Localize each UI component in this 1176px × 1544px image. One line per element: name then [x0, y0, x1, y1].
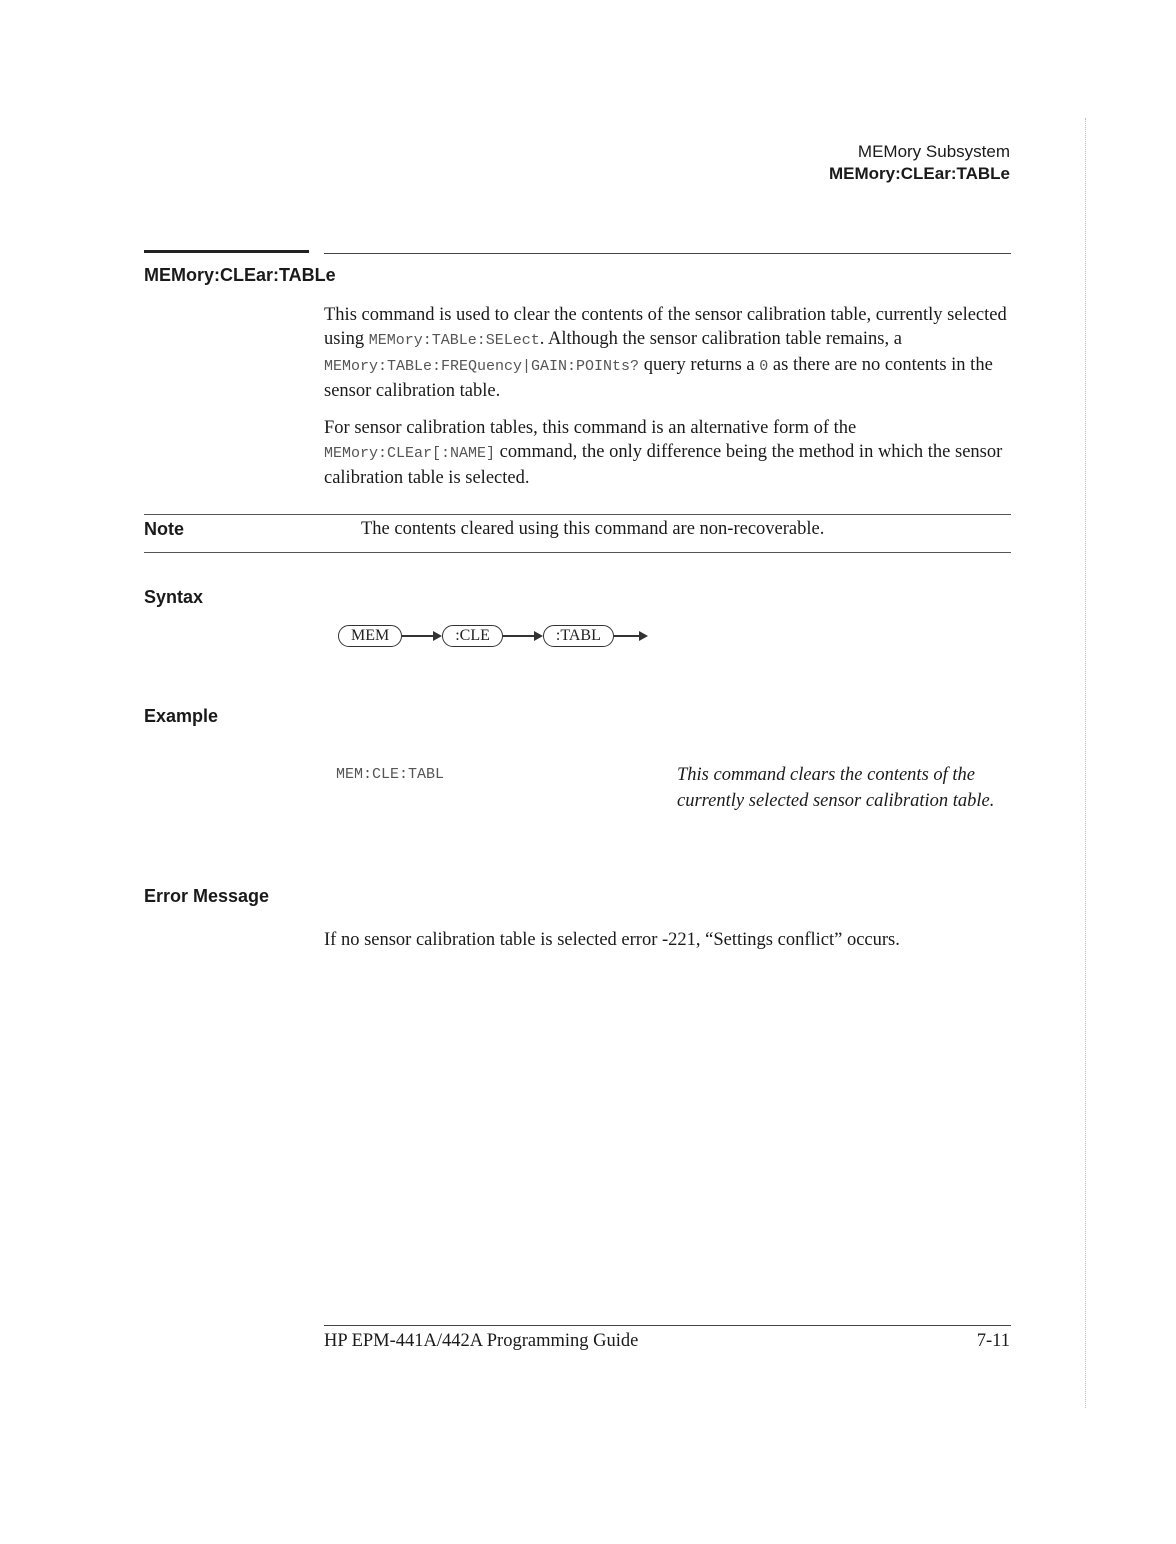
para2-code-clear-name: MEMory:CLEar[:NAME] [324, 445, 496, 462]
syntax-node-mem: MEM [338, 625, 402, 647]
syntax-diagram [338, 624, 648, 648]
para1-code-points: MEMory:TABLe:FREQuency|GAIN:POINts? [324, 358, 640, 375]
error-message-text: If no sensor calibration table is selected error -221, “Settings conflict” occurs. [324, 930, 900, 950]
section-rule-thin [324, 253, 1011, 254]
note-rule-bottom [144, 552, 1011, 553]
para1-text-1: This command is used to clear the contents of the sensor calibration table, currently selected using [324, 305, 1007, 349]
para1-text-3: query returns a [639, 355, 760, 375]
para1-text-2: . Although the sensor calibration table remains, a [539, 329, 902, 349]
note-text: The contents cleared using this command are non-recoverable. [361, 519, 825, 539]
footer-guide-title: HP EPM-441A/442A Programming Guide [324, 1331, 639, 1351]
example-label: Example [144, 706, 219, 726]
alternative-form-paragraph [324, 416, 1014, 490]
para2-text-1: For sensor calibration tables, this command is an alternative form of the [324, 418, 857, 438]
syntax-node-cle: :CLE [442, 625, 503, 647]
example-description: This command clears the contents of the currently selected sensor calibration table. [677, 765, 995, 811]
section-title: MEMory:CLEar:TABLe [144, 265, 336, 285]
para2-text-2: command, the only difference being the method in which the sensor calibration table is selected. [324, 442, 1003, 488]
syntax-node-tabl: :TABL [543, 625, 614, 647]
running-header-subsystem: MEMory Subsystem [857, 142, 1010, 161]
footer-page-number: 7-11 [976, 1331, 1010, 1351]
note-rule-top [144, 514, 1011, 515]
footer-rule [324, 1325, 1011, 1326]
syntax-label: Syntax [144, 587, 204, 607]
running-header-command: MEMory:CLEar:TABLe [828, 164, 1010, 183]
para1-text-4: as there are no contents in the sensor calibration table. [324, 355, 993, 401]
para1-code-select: MEMory:TABLe:SELect [368, 332, 540, 349]
error-message-label: Error Message [144, 886, 270, 906]
example-code: MEM:CLE:TABL [336, 766, 445, 783]
syntax-arrow-icon [402, 631, 442, 641]
para1-code-zero: 0 [759, 358, 769, 375]
description-paragraph [324, 303, 1014, 403]
syntax-end-arrow-icon [614, 631, 648, 641]
note-label: Note [144, 519, 184, 539]
syntax-arrow-icon [503, 631, 543, 641]
page-edge-scan-line [1085, 118, 1087, 1408]
section-rule-thick [144, 250, 309, 253]
